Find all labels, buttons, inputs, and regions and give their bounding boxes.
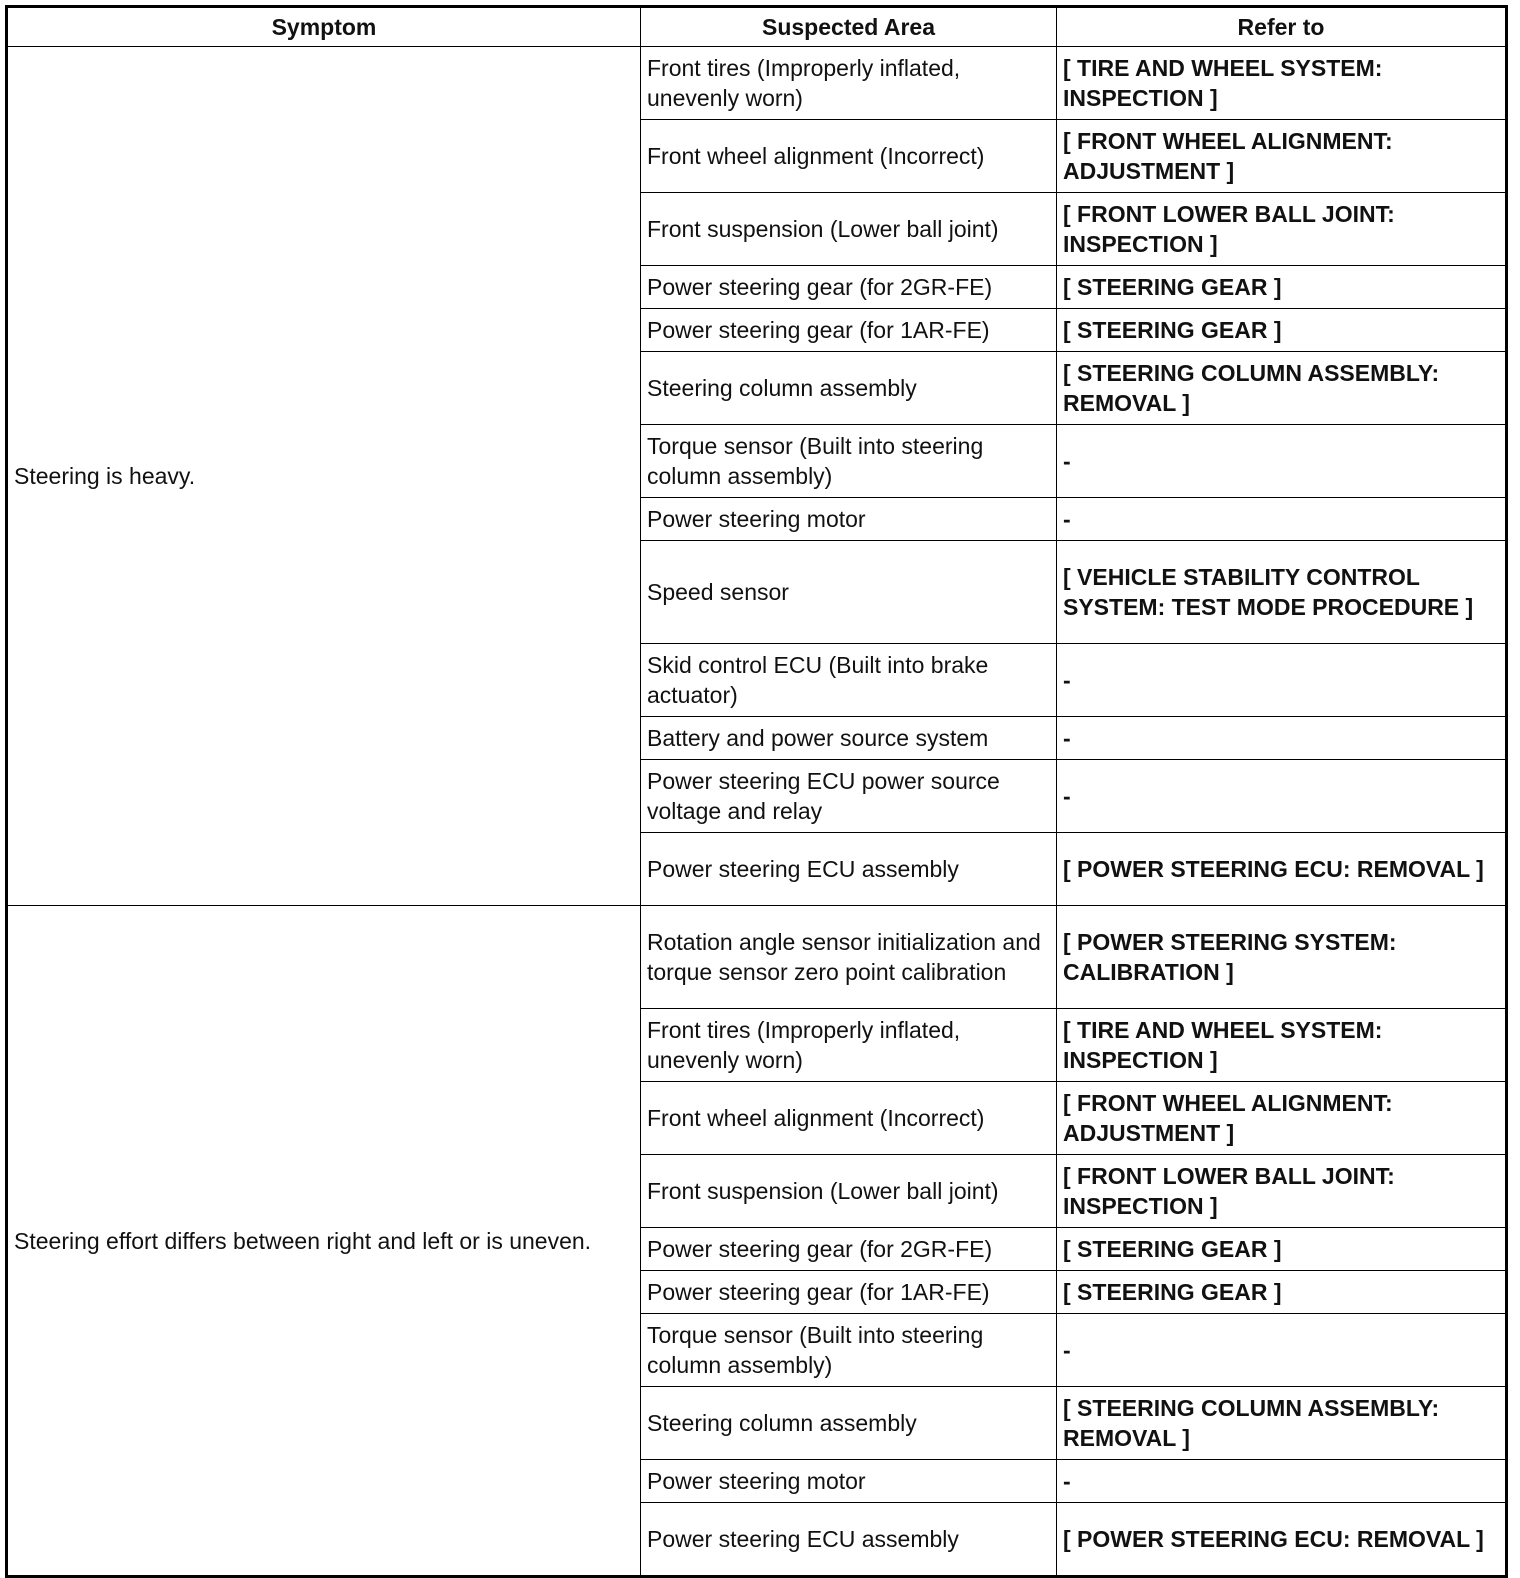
suspected-area-cell: Power steering motor [641,1460,1057,1503]
symptom-cell: Steering effort differs between right and left or is uneven. [7,906,641,1577]
refer-to-cell: [ STEERING COLUMN ASSEMBLY: REMOVAL ] [1057,352,1507,425]
refer-to-cell: [ FRONT WHEEL ALIGNMENT: ADJUSTMENT ] [1057,120,1507,193]
symptom-cell: Steering is heavy. [7,47,641,906]
refer-to-cell: - [1057,1460,1507,1503]
refer-to-cell: [ STEERING GEAR ] [1057,1271,1507,1314]
troubleshooting-table [5,5,1508,1578]
refer-to-cell: [ TIRE AND WHEEL SYSTEM: INSPECTION ] [1057,47,1507,120]
refer-to-cell: [ POWER STEERING ECU: REMOVAL ] [1057,1503,1507,1577]
refer-to-cell: - [1057,498,1507,541]
header-row [7,7,1507,47]
refer-to-cell: [ STEERING GEAR ] [1057,1228,1507,1271]
suspected-area-cell: Torque sensor (Built into steering column assembly) [641,425,1057,498]
refer-to-cell: - [1057,425,1507,498]
suspected-area-cell: Skid control ECU (Built into brake actuator) [641,644,1057,717]
suspected-area-cell: Front wheel alignment (Incorrect) [641,1082,1057,1155]
refer-to-cell: - [1057,644,1507,717]
suspected-area-cell: Power steering gear (for 1AR-FE) [641,1271,1057,1314]
refer-to-cell: - [1057,717,1507,760]
suspected-area-cell: Power steering gear (for 2GR-FE) [641,1228,1057,1271]
header-refer-to: Refer to [1057,7,1507,47]
refer-to-cell: [ TIRE AND WHEEL SYSTEM: INSPECTION ] [1057,1009,1507,1082]
suspected-area-cell: Steering column assembly [641,1387,1057,1460]
refer-to-cell: - [1057,760,1507,833]
refer-to-cell: [ STEERING GEAR ] [1057,266,1507,309]
refer-to-cell: [ STEERING GEAR ] [1057,309,1507,352]
refer-to-cell: - [1057,1314,1507,1387]
refer-to-cell: [ POWER STEERING SYSTEM: CALIBRATION ] [1057,906,1507,1009]
header-suspected-area: Suspected Area [641,7,1057,47]
table-row [7,47,1507,120]
suspected-area-cell: Front suspension (Lower ball joint) [641,193,1057,266]
refer-to-cell: [ STEERING COLUMN ASSEMBLY: REMOVAL ] [1057,1387,1507,1460]
suspected-area-cell: Steering column assembly [641,352,1057,425]
suspected-area-cell: Power steering ECU assembly [641,1503,1057,1577]
suspected-area-cell: Power steering ECU assembly [641,833,1057,906]
suspected-area-cell: Rotation angle sensor initialization and torque sensor zero point calibration [641,906,1057,1009]
suspected-area-cell: Front tires (Improperly inflated, unevenly worn) [641,1009,1057,1082]
refer-to-cell: [ FRONT LOWER BALL JOINT: INSPECTION ] [1057,193,1507,266]
suspected-area-cell: Power steering gear (for 1AR-FE) [641,309,1057,352]
table-row [7,906,1507,1009]
suspected-area-cell: Front tires (Improperly inflated, unevenly worn) [641,47,1057,120]
refer-to-cell: [ FRONT WHEEL ALIGNMENT: ADJUSTMENT ] [1057,1082,1507,1155]
suspected-area-cell: Front wheel alignment (Incorrect) [641,120,1057,193]
refer-to-cell: [ VEHICLE STABILITY CONTROL SYSTEM: TEST MODE PROCEDURE ] [1057,541,1507,644]
suspected-area-cell: Speed sensor [641,541,1057,644]
header-symptom: Symptom [7,7,641,47]
suspected-area-cell: Battery and power source system [641,717,1057,760]
suspected-area-cell: Power steering ECU power source voltage and relay [641,760,1057,833]
suspected-area-cell: Power steering motor [641,498,1057,541]
refer-to-cell: [ FRONT LOWER BALL JOINT: INSPECTION ] [1057,1155,1507,1228]
refer-to-cell: [ POWER STEERING ECU: REMOVAL ] [1057,833,1507,906]
suspected-area-cell: Power steering gear (for 2GR-FE) [641,266,1057,309]
suspected-area-cell: Front suspension (Lower ball joint) [641,1155,1057,1228]
suspected-area-cell: Torque sensor (Built into steering column assembly) [641,1314,1057,1387]
